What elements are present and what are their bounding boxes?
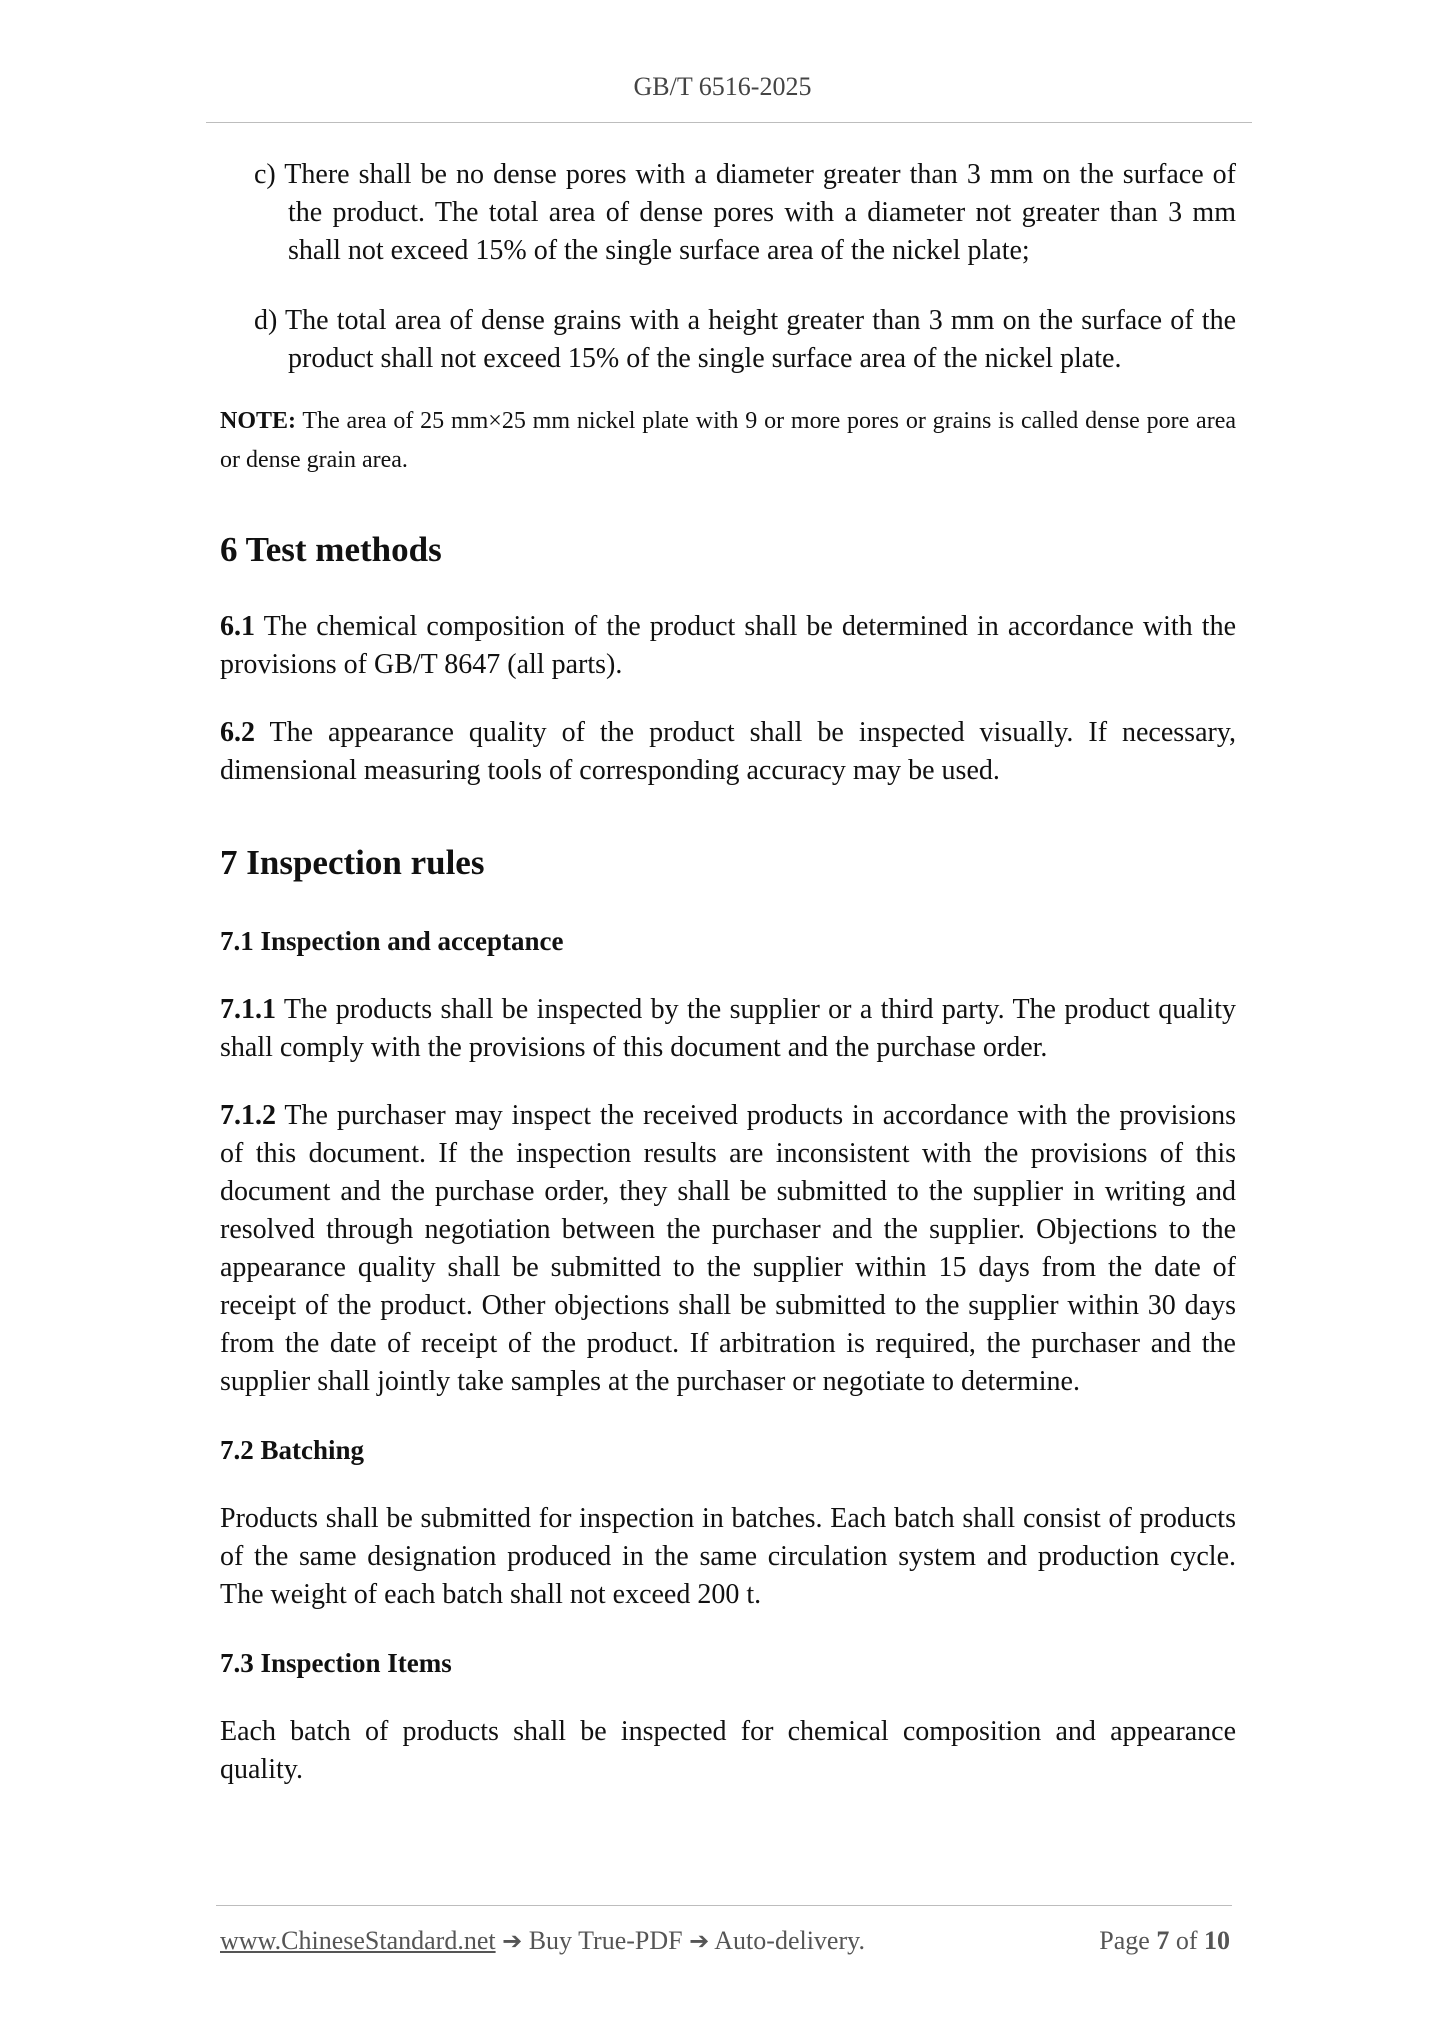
- subsection-7-3-heading: 7.3 Inspection Items: [220, 1648, 452, 1678]
- auto-delivery-text: Auto-delivery.: [709, 1926, 865, 1955]
- page-indicator: [1099, 1926, 1230, 1956]
- clause-number: 7.1.2: [220, 1100, 276, 1131]
- inspection-items-paragraph: Each batch of products shall be inspected for chemical composition and appearance quality.: [220, 1716, 1236, 1785]
- list-item-d: d) The total area of dense grains with a height greater than 3 mm on the surface of the product shall not exceed 15% of the single surface area of the nickel plate.: [254, 305, 1236, 374]
- footer-divider: [216, 1905, 1232, 1906]
- clause-6-2: [220, 714, 1236, 790]
- note-label: NOTE:: [220, 408, 297, 434]
- clause-6-1: [220, 608, 1236, 684]
- clause-text: The chemical composition of the product shall be determined in accordance with the provisions of GB/T 8647 (all parts).: [220, 611, 1236, 680]
- batching-paragraph: Products shall be submitted for inspection in batches. Each batch shall consist of products of the same designation produced in the same circulation system and production cycle. The weight of each batch shall not exceed 200 t.: [220, 1503, 1236, 1610]
- of-label: of: [1169, 1926, 1204, 1955]
- page-header: [0, 72, 1445, 102]
- clause-text: The products shall be inspected by the supplier or a third party. The product quality shall comply with the provisions of this document and the purchase order.: [220, 994, 1236, 1063]
- note-text: The area of 25 mm×25 mm nickel plate with 9 or more pores or grains is called dense pore area or dense grain area.: [220, 408, 1236, 473]
- header-divider: [206, 122, 1252, 123]
- section-7-heading: 7 Inspection rules: [220, 843, 485, 882]
- current-page-number: 7: [1156, 1926, 1170, 1955]
- clause-text: The appearance quality of the product shall be inspected visually. If necessary, dimensional measuring tools of corresponding accuracy may be used.: [220, 717, 1236, 786]
- clause-number: 7.1.1: [220, 994, 276, 1025]
- clause-text: The purchaser may inspect the received products in accordance with the provisions of this document. If the inspection results are inconsistent with the provisions of this document and the purchase order, they shall be submitted to the supplier in writing and resolved through negotiation between the purchaser and the supplier. Objections to the appearance quality shall be submitted to the supplier within 15 days from the date of receipt of the product. Other objections shall be submitted to the supplier within 30 days from the date of receipt of the product. If arbitration is required, the purchaser and the supplier shall jointly take samples at the purchaser or negotiate to determine.: [220, 1100, 1236, 1397]
- footer-promo: [220, 1926, 865, 1956]
- clause-number: 6.1: [220, 611, 255, 642]
- subsection-7-2-heading: 7.2 Batching: [220, 1435, 365, 1465]
- page-content: [220, 156, 1236, 1789]
- website-link[interactable]: www.ChineseStandard.net: [220, 1926, 496, 1955]
- subsection-7-1-heading: 7.1 Inspection and acceptance: [220, 926, 564, 956]
- clause-7-1-1: [220, 991, 1236, 1067]
- document-id: GB/T 6516-2025: [633, 72, 812, 101]
- total-pages-number: 10: [1204, 1926, 1230, 1955]
- clause-7-1-2: [220, 1097, 1236, 1401]
- arrow-right-icon: ➔: [502, 1927, 523, 1955]
- clause-number: 6.2: [220, 717, 255, 748]
- arrow-right-icon: ➔: [689, 1927, 710, 1955]
- buy-pdf-text: Buy True-PDF: [522, 1926, 690, 1955]
- section-6-heading: 6 Test methods: [220, 530, 442, 569]
- page-label: Page: [1099, 1926, 1157, 1955]
- list-item-c: c) There shall be no dense pores with a diameter greater than 3 mm on the surface of the product. The total area of dense pores with a diameter not greater than 3 mm shall not exceed 15% of the single surface area of the nickel plate;: [254, 159, 1236, 266]
- note-paragraph: [220, 402, 1236, 480]
